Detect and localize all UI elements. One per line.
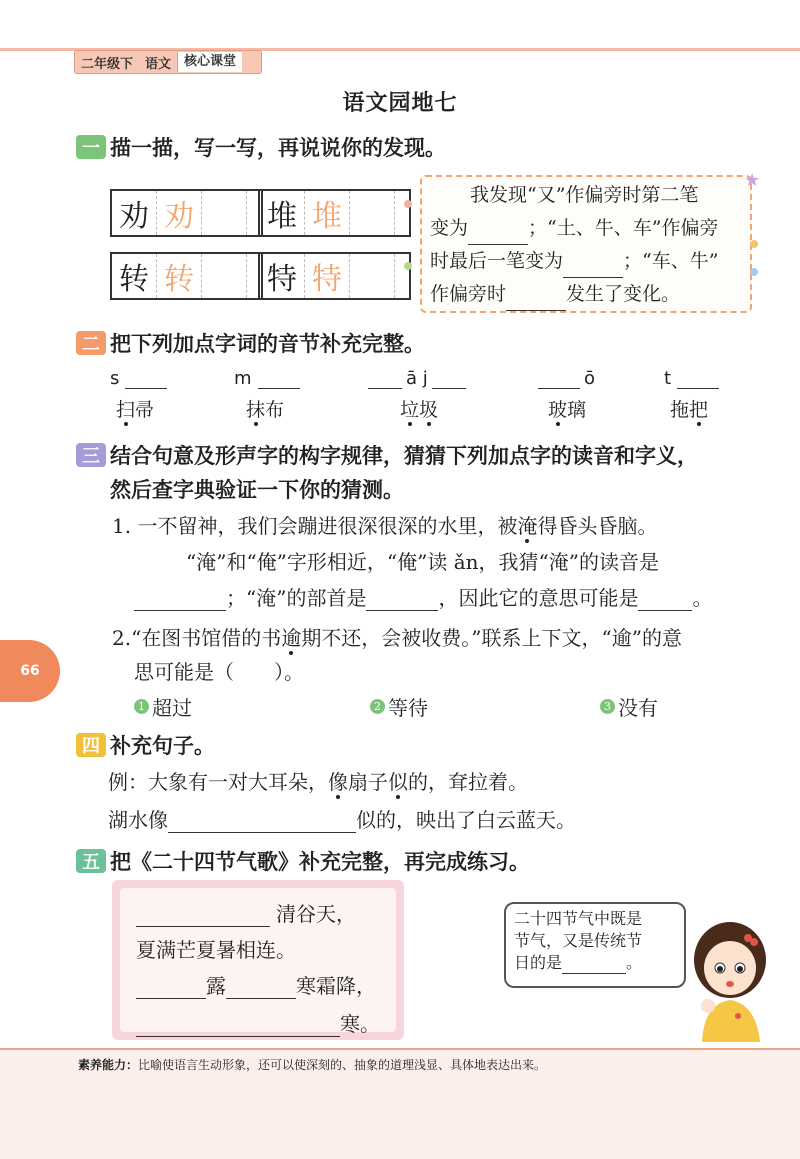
page-title: 语文园地七 <box>342 91 458 116</box>
option-text: 没有 <box>618 696 658 720</box>
char: 劝 <box>112 191 157 235</box>
pinyin-blank[interactable] <box>538 388 580 389</box>
section-five-heading <box>76 846 530 876</box>
write-cell[interactable] <box>395 254 409 298</box>
question-2-line[interactable]: 思可能是（ ）。 <box>134 660 304 684</box>
star-icon: ★ <box>744 170 761 191</box>
trace-char[interactable]: 堆 <box>305 191 350 235</box>
poem-line: 寒。 <box>136 1008 380 1037</box>
subject-label: 语文 <box>145 56 172 72</box>
answer-blank[interactable] <box>168 832 356 833</box>
char: 堆 <box>260 191 305 235</box>
write-cell[interactable] <box>202 254 247 298</box>
section-heading-text: 补充句子。 <box>110 734 215 758</box>
pinyin-item: ō 玻璃 <box>538 368 595 422</box>
pinyin-blank[interactable] <box>368 388 402 389</box>
section-badge: 四 <box>76 733 106 757</box>
section-heading-text: 把下列加点字词的音节补充完整。 <box>110 332 425 356</box>
decor-dot-icon <box>404 200 412 208</box>
section-heading-text: 把《二十四节气歌》补充完整，再完成练习。 <box>110 850 530 874</box>
question-1-line: ；“淹”的部首是 ，因此它的意思可能是 。 <box>134 582 712 611</box>
section-heading-text: 描一描，写一写，再说说你的发现。 <box>110 136 446 160</box>
discovery-line: 作偏旁时 发生了变化。 <box>430 278 742 311</box>
write-cell[interactable] <box>202 191 247 235</box>
poem-line: 清谷天， <box>136 898 356 927</box>
char-box-1 <box>110 189 263 237</box>
section-heading-text: 结合句意及形声字的构字规律，猜猜下列加点字的读音和字义， <box>110 444 698 468</box>
option-1[interactable] <box>134 692 192 721</box>
option-text: 等待 <box>388 696 428 720</box>
option-2[interactable] <box>370 692 428 721</box>
trace-char[interactable]: 特 <box>305 254 350 298</box>
section-badge: 二 <box>76 331 106 355</box>
char: 转 <box>112 254 157 298</box>
char: 特 <box>260 254 305 298</box>
answer-blank[interactable] <box>638 610 692 611</box>
pinyin-blank[interactable] <box>125 388 167 389</box>
option-number-icon: 3 <box>600 699 615 714</box>
section-heading-text: 然后查字典验证一下你的猜测。 <box>110 478 404 502</box>
option-text: 超过 <box>152 696 192 720</box>
char-box-3 <box>110 252 263 300</box>
pinyin-blank[interactable] <box>677 388 719 389</box>
section-badge: 一 <box>76 135 106 159</box>
discovery-line: 时最后一笔变为 ；“车、牛” <box>430 245 742 278</box>
section-one-heading <box>76 132 446 162</box>
decor-dot-icon <box>750 240 758 248</box>
pinyin-blank[interactable] <box>432 388 466 389</box>
pinyin-item: s 扫帚 <box>110 368 167 422</box>
footer-note <box>78 1056 546 1073</box>
example-sentence: 例：大象有一对大耳朵，像扇子似的，耷拉着。 <box>108 770 528 794</box>
answer-blank[interactable] <box>134 610 226 611</box>
header-tag <box>74 50 262 74</box>
write-cell[interactable] <box>350 191 395 235</box>
trace-char[interactable]: 劝 <box>157 191 202 235</box>
section-four-heading <box>76 730 215 760</box>
answer-blank[interactable] <box>136 1036 340 1037</box>
pinyin-item: ā j 垃圾 <box>368 368 466 422</box>
write-cell[interactable] <box>395 191 409 235</box>
footer-label: 素养能力： <box>78 1058 139 1072</box>
pinyin-item: m 抹布 <box>234 368 300 422</box>
section-three-heading <box>76 440 698 470</box>
option-number-icon: 2 <box>370 699 385 714</box>
pinyin-blank[interactable] <box>258 388 300 389</box>
grade-label: 二年级下 <box>81 56 134 72</box>
footer-text: 比喻使语言生动形象，还可以使深刻的、抽象的道理浅显、具体地表达出来。 <box>138 1058 547 1072</box>
discovery-box <box>420 175 752 313</box>
series-label: 核心课堂 <box>177 52 242 72</box>
decor-dot-icon <box>404 262 412 270</box>
answer-blank[interactable] <box>562 973 626 974</box>
option-3[interactable] <box>600 692 658 721</box>
speech-bubble: 二十四节气中既是 节气，又是传统节 日的是 。 <box>504 902 686 988</box>
decor-dot-icon <box>750 268 758 276</box>
answer-blank[interactable] <box>366 610 438 611</box>
trace-char[interactable]: 转 <box>157 254 202 298</box>
poem-line: 夏满芒夏暑相连。 <box>136 938 296 962</box>
answer-blank[interactable] <box>226 998 296 999</box>
answer-blank[interactable] <box>506 310 566 311</box>
girl-illustration-icon <box>686 912 772 1042</box>
section-badge: 三 <box>76 443 106 467</box>
char-box-2 <box>258 189 411 237</box>
pinyin-item: t 拖把 <box>664 368 719 422</box>
fill-sentence: 湖水像 似的，映出了白云蓝天。 <box>108 808 576 832</box>
question-2-line: 2.“在图书馆借的书逾期不还，会被收费。”联系上下文，“逾”的意 <box>112 626 682 650</box>
question-1-line: “淹”和“俺”字形相近，“俺”读 ǎn，我猜“淹”的读音是 <box>186 550 659 574</box>
option-number-icon: 1 <box>134 699 149 714</box>
answer-blank[interactable] <box>136 926 270 927</box>
poem-line: 露 寒霜降， <box>136 970 376 999</box>
answer-blank[interactable] <box>136 998 206 999</box>
discovery-line: 变为 ；“土、牛、车”作偏旁 <box>430 212 742 245</box>
discovery-line: 我发现“又”作偏旁时第二笔 <box>470 184 699 206</box>
write-cell[interactable] <box>350 254 395 298</box>
page-number: 66 <box>0 640 60 702</box>
section-two-heading <box>76 328 425 358</box>
section-badge: 五 <box>76 849 106 873</box>
question-1-line: 1. 一不留神，我们会蹦进很深很深的水里，被淹得昏头昏脑。 <box>112 514 658 538</box>
char-box-4 <box>258 252 411 300</box>
